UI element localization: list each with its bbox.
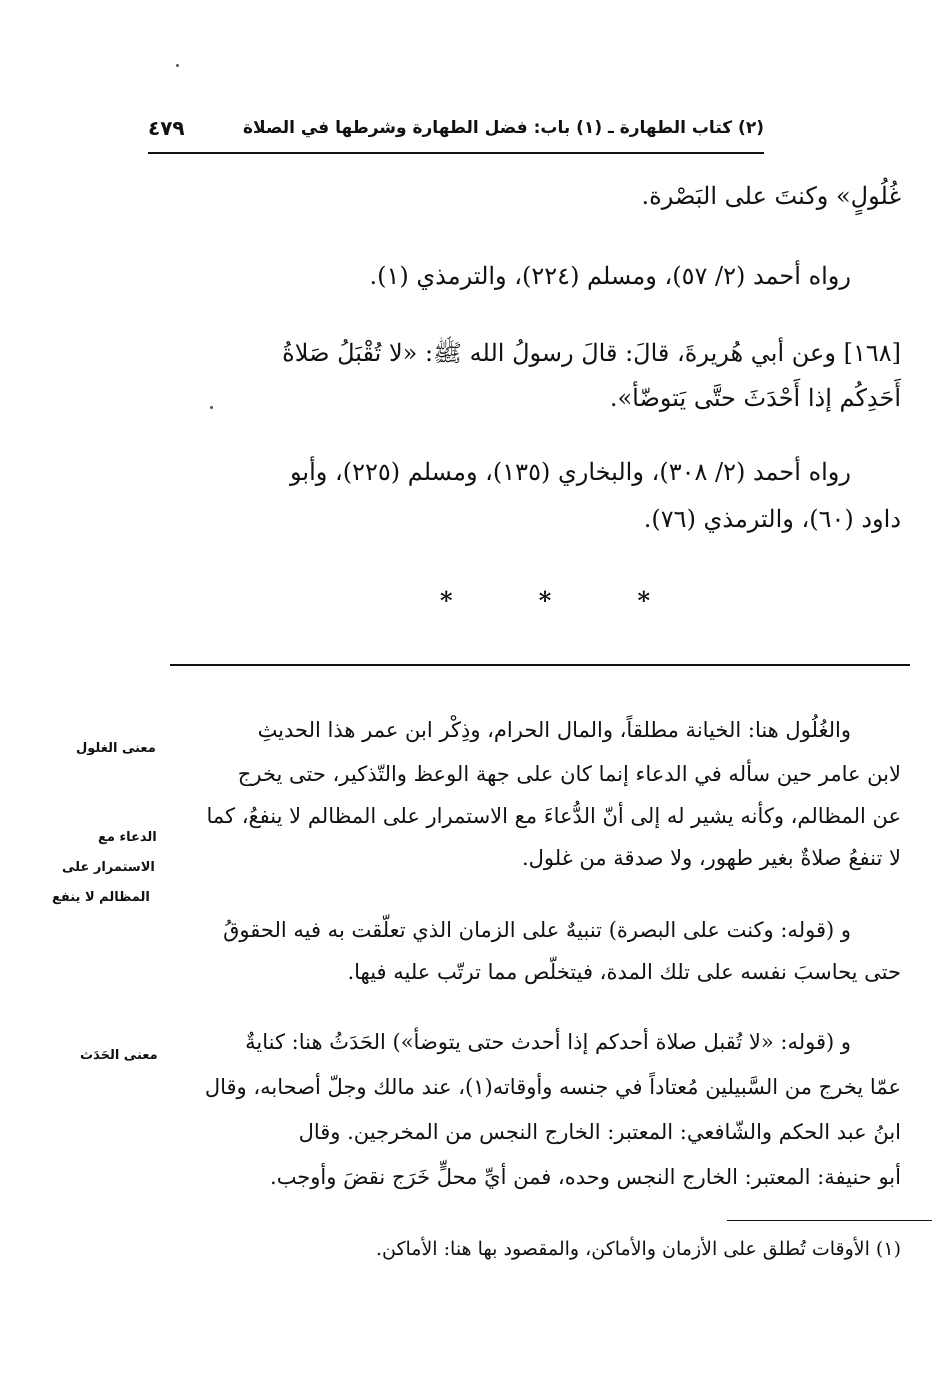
main-line: أَحَدِكُم إذا أَحْدَثَ حتَّى يَتوضّأ».: [609, 384, 901, 412]
commentary-line: لابن عامر حين سأله في الدعاء إنما كان على جهة الوعظ والتّذكير، حتى يخرج: [237, 762, 901, 786]
commentary-line: لا تنفعُ صلاةٌ بغير طهور، ولا صدقة من غلول.: [521, 846, 901, 870]
commentary-line: والغُلُول هنا: الخيانة مطلقاً، والمال الحرام، وذِكْر ابن عمر هذا الحديثِ: [257, 718, 851, 742]
commentary-line: أبو حنيفة: المعتبر: الخارج النجس وحده، فمن أيِّ محلٍّ خَرَج نقضَ وأوجب.: [270, 1165, 901, 1189]
margin-note-dua: الدعاء مع: [98, 830, 157, 845]
header-title: (٢) كتاب الطهارة ـ (١) باب: فضل الطهارة وشرطها في الصلاة: [243, 118, 764, 138]
main-line: رواه أحمد (٢/ ٣٠٨)، والبخاري (١٣٥)، ومسلم (٢٢٥)، وأبو: [290, 458, 851, 486]
commentary-line: عن المظالم، وكأنه يشير له إلى أنّ الدُّعاءَ مع الاستمرار على المظالم لا ينفعُ، كما: [206, 804, 901, 828]
main-line: غُلُولٍ» وكنتَ على البَصْرة.: [641, 182, 901, 210]
main-line: [١٦٨] وعن أبي هُريرةَ، قالَ: قالَ رسولُ الله ﷺ: «لا تُقْبَلُ صَلاةُ: [282, 339, 901, 367]
commentary-line: و (قوله: وكنت على البصرة) تنبيهٌ على الزمان الذي تعلّقت به فيه الحقوقُ: [223, 918, 851, 942]
commentary-line: ابنُ عبد الحكم والشّافعي: المعتبر: الخارج النجس من المخرجين. وقال: [298, 1120, 901, 1144]
footnote: [146, 0, 901, 1300]
commentary-line: حتى يحاسبَ نفسه على تلك المدة، فيتخلّص مما ترتّب عليه فيها.: [347, 960, 901, 984]
star-ornament: *: [637, 586, 650, 615]
footnote-line: (١) الأوقات تُطلق على الأزمان والأماكن، والمقصود بها هنا: الأماكن.: [375, 1238, 901, 1260]
print-speck: [210, 406, 213, 409]
main-line: رواه أحمد (٢/ ٥٧)، ومسلم (٢٢٤)، والترمذي (١).: [369, 262, 851, 290]
print-speck: [176, 64, 179, 67]
margin-note-dua: المظالم لا ينفع: [52, 890, 150, 905]
margin-note-ghulul: معنى الغلول: [76, 741, 156, 756]
star-ornament: *: [440, 586, 453, 615]
margin-note-dua: الاستمرار على: [62, 860, 155, 875]
margin-note-hadath: معنى الحَدَث: [80, 1048, 158, 1063]
commentary-line: عمّا يخرج من السَّبيلين مُعتاداً في جنسه وأوقاته(١)، عند مالك وجلّ أصحابه، وقال: [204, 1075, 901, 1099]
main-line: داود (٦٠)، والترمذي (٧٦).: [643, 505, 901, 533]
commentary-line: و (قوله: «لا تُقبل صلاة أحدكم إذا أحدث حتى يتوضأ») الحَدَثُ هنا: كنايةٌ: [245, 1030, 851, 1054]
page-number: ٤٧٩: [148, 116, 185, 140]
star-ornament: *: [538, 586, 552, 615]
